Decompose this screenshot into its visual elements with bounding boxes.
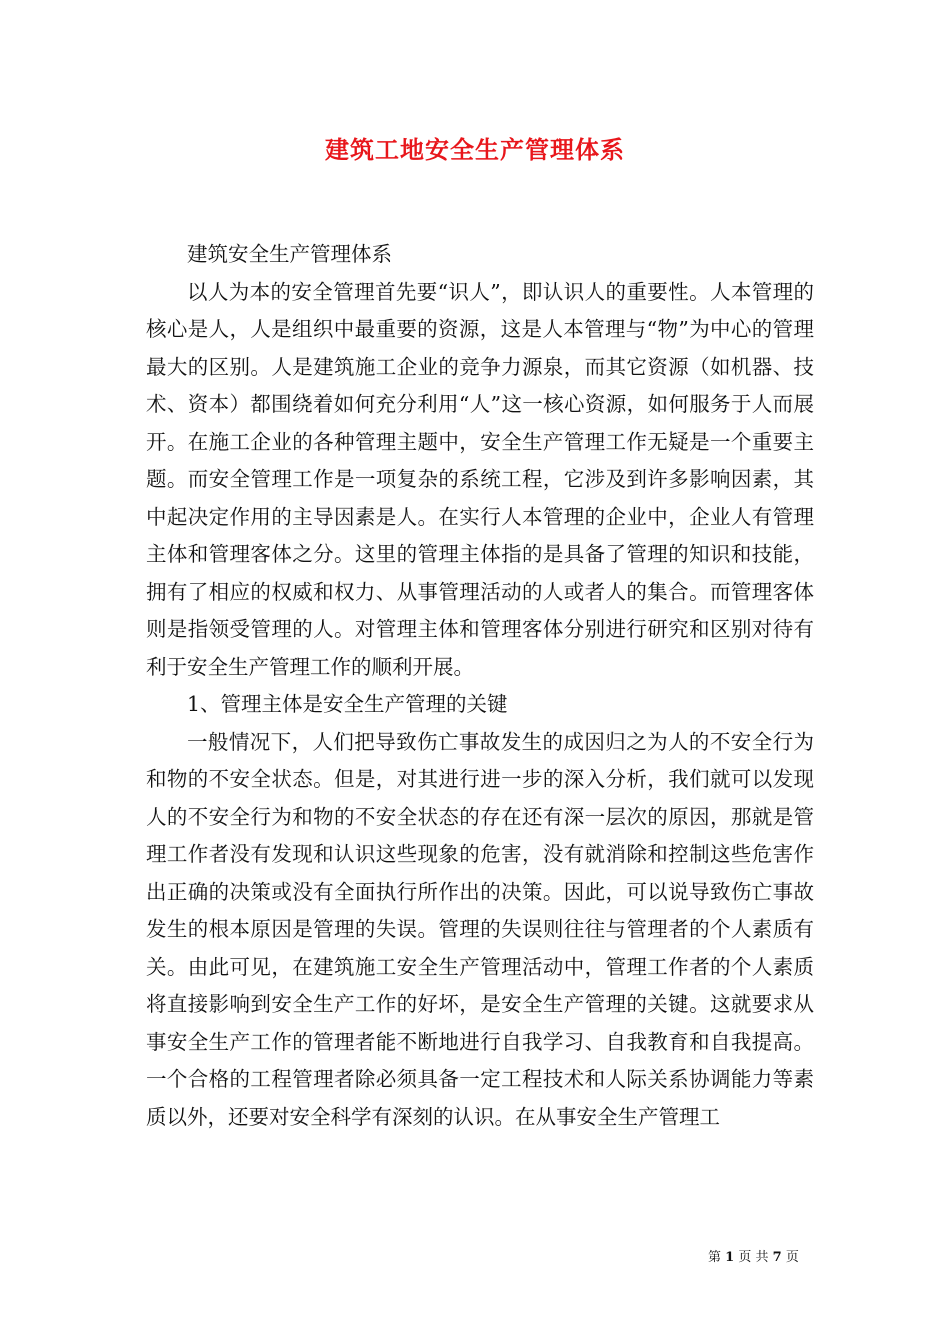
section-1-heading: 1、管理主体是安全生产管理的关键 [187,692,508,716]
paragraph-2: 一般情况下，人们把导致伤亡事故发生的成因归之为人的不安全行为和物的不安全状态。但是，对其进行进一步的深入分析，我们就可以发现人的不安全行为和物的不安全状态的存在还有深一层次的原因，那就是管理工作者没有发现和认识这些现象的危害，没有就消除和控制这些危害作出正确的决策或没有全面执行所作出的决策。因此，可以说导致伤亡事故发生的根本原因是管理的失误。管理的失误则往往与管理者的个人素质有关。由此可见，在建筑施工安全生产管理活动中，管理工作者的个人素质将直接影响到安全生产工作的好坏，是安全生产管理的关键。这就要求从事安全生产工作的管理者能不断地进行自我学习、自我教育和自我提高。一个合格的工程管理者除必须具备一定工程技术和人际关系协调能力等素质以外，还要对安全科学有深刻的认识。在从事安全生产管理工 [146,729,814,1129]
document-title: 建筑工地安全生产管理体系 [325,135,625,164]
footer-current-page: 1 [725,1250,735,1265]
document-body [146,236,814,1136]
document-subtitle: 建筑安全生产管理体系 [187,242,392,266]
page-footer [708,1249,818,1267]
footer-prefix: 第 [708,1250,722,1265]
footer-middle: 页 共 [738,1250,769,1265]
footer-suffix: 页 [785,1250,799,1265]
paragraph-1: 以人为本的安全管理首先要“识人”，即认识人的重要性。人本管理的核心是人，人是组织中最重要的资源，这是人本管理与“物”为中心的管理最大的区别。人是建筑施工企业的竞争力源泉，而其它资源（如机器、技术、资本）都围绕着如何充分利用“人”这一核心资源，如何服务于人而展开。在施工企业的各种管理主题中，安全生产管理工作无疑是一个重要主题。而安全管理工作是一项复杂的系统工程，它涉及到许多影响因素，其中起决定作用的主导因素是人。在实行人本管理的企业中，企业人有管理主体和管理客体之分。这里的管理主体指的是具备了管理的知识和技能，拥有了相应的权威和权力、从事管理活动的人或者人的集合。而管理客体则是指领受管理的人。对管理主体和管理客体分别进行研究和区别对待有利于安全生产管理工作的顺利开展。 [146,279,814,679]
footer-total-pages: 7 [772,1250,782,1265]
